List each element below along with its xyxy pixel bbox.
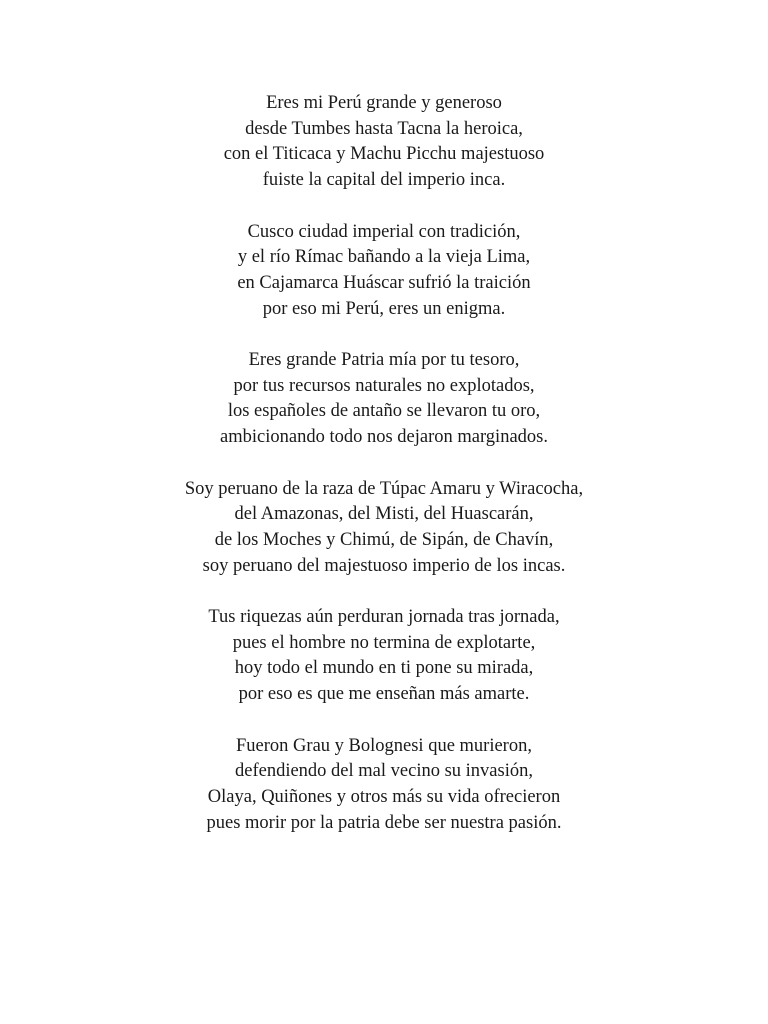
poem-line: en Cajamarca Huáscar sufrió la traición <box>237 272 531 293</box>
stanza-6 <box>0 734 768 837</box>
poem-line: por eso es que me enseñan más amarte. <box>238 684 530 705</box>
stanza-1 <box>0 91 768 194</box>
poem-line: y el río Rímac bañando a la vieja Lima, <box>237 247 531 268</box>
poem-line: pues el hombre no termina de explotarte, <box>232 632 536 653</box>
poem-line: hoy todo el mundo en ti pone su mirada, <box>234 658 534 679</box>
poem-line: Soy peruano de la raza de Túpac Amaru y Wiracocha, <box>184 478 584 499</box>
stanza-4 <box>0 477 768 580</box>
stanza-2 <box>0 220 768 323</box>
poem-line: Fueron Grau y Bolognesi que murieron, <box>236 735 532 756</box>
poem-line: fuiste la capital del imperio inca. <box>262 170 506 191</box>
poem-line: ambicionando todo nos dejaron marginados. <box>220 427 548 448</box>
poem-line: Olaya, Quiñones y otros más su vida ofrecieron <box>207 786 561 807</box>
stanza-5 <box>0 605 768 708</box>
poem-line: Eres mi Perú grande y generoso <box>266 93 502 113</box>
poem-line: pues morir por la patria debe ser nuestra pasión. <box>206 812 562 833</box>
poem-line: del Amazonas, del Misti, del Huascarán, <box>234 504 534 525</box>
poem-line: Eres grande Patria mía por tu tesoro, <box>248 350 520 370</box>
poem-body <box>0 91 768 862</box>
poem-line: defendiendo del mal vecino su invasión, <box>235 761 533 782</box>
poem-line: por tus recursos naturales no explotados, <box>233 375 535 396</box>
poem-line: por eso mi Perú, eres un enigma. <box>262 298 506 319</box>
poem-line: desde Tumbes hasta Tacna la heroica, <box>245 118 523 139</box>
poem-line: Tus riquezas aún perduran jornada tras jornada, <box>208 607 560 627</box>
poem-line: con el Titicaca y Machu Picchu majestuoso <box>223 144 545 165</box>
poem-line: soy peruano del majestuoso imperio de los incas. <box>202 555 566 576</box>
poem-line: Cusco ciudad imperial con tradición, <box>247 221 521 242</box>
poem-line: los españoles de antaño se llevaron tu oro, <box>227 401 541 422</box>
poem-line: de los Moches y Chimú, de Sipán, de Chavín, <box>214 529 554 550</box>
stanza-3 <box>0 348 768 451</box>
